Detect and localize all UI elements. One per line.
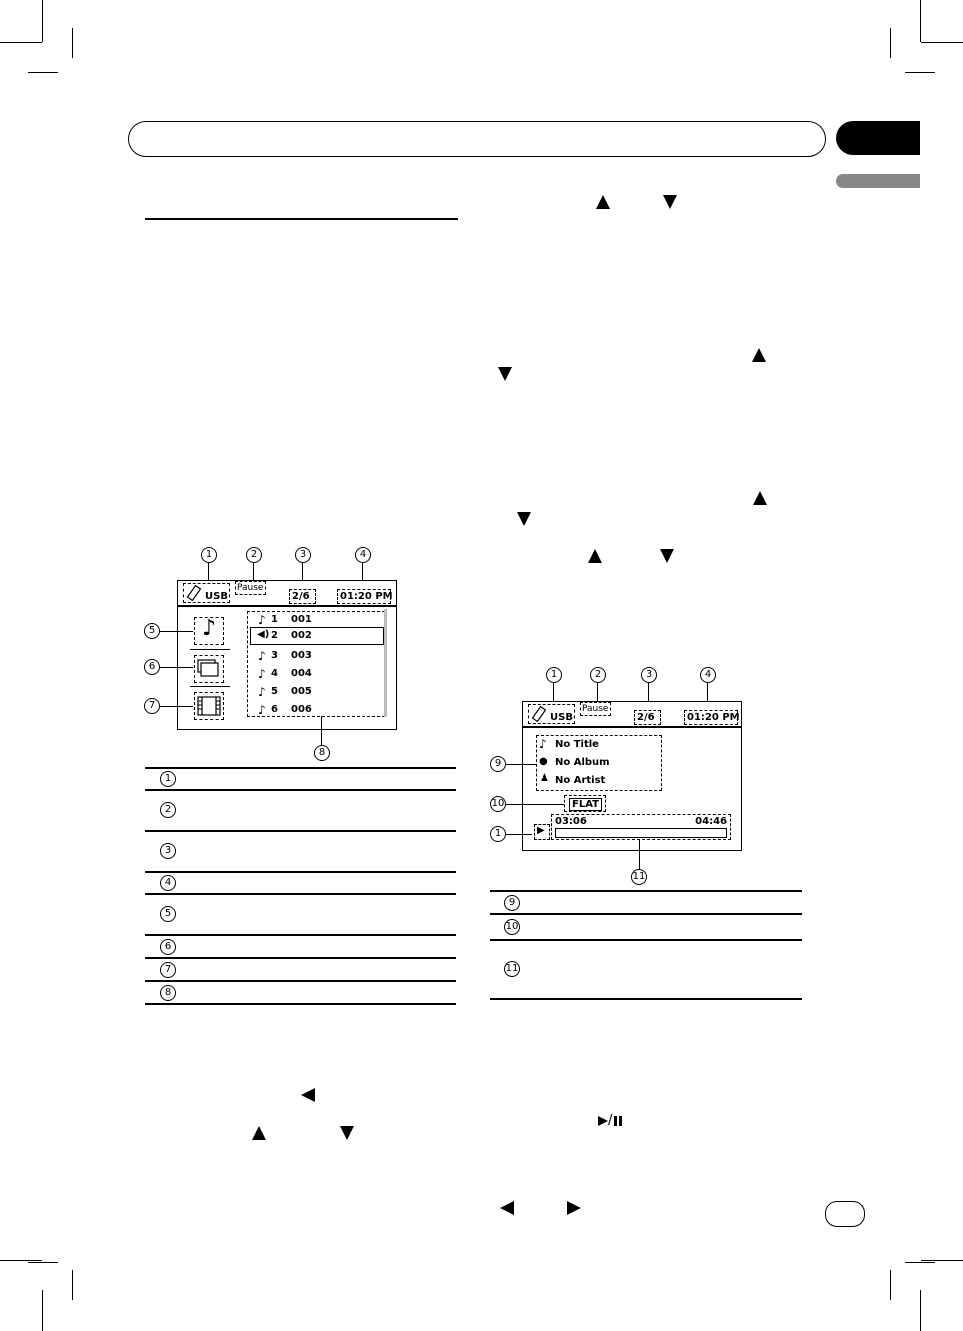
up-arrow-icon [753, 491, 767, 505]
play-icon: ▶ [537, 825, 545, 836]
down-arrow-icon [340, 1126, 354, 1140]
music-note-icon: ♪ [258, 685, 266, 699]
title-text: No Title [555, 739, 599, 750]
music-note-icon: ♪ [258, 703, 266, 717]
music-note-icon: ♪ [202, 616, 217, 641]
up-arrow-icon [252, 1126, 266, 1140]
callout-1: 1 [546, 667, 562, 683]
up-arrow-icon [596, 195, 610, 209]
up-arrow-icon [752, 348, 766, 362]
table-row: 9 [504, 895, 520, 911]
usb-label: USB [205, 591, 228, 602]
artist-text: No Artist [555, 775, 606, 786]
table-row: 3 [160, 843, 176, 859]
table-row: 6 [160, 939, 176, 955]
down-arrow-icon [663, 195, 677, 209]
page-number-badge [825, 1201, 865, 1227]
list-item[interactable]: ♪ 1 001 [258, 613, 312, 627]
usb-stick-icon [532, 706, 546, 722]
callout-2: 2 [590, 667, 606, 683]
list-item[interactable]: ♪ 3 003 [258, 649, 312, 663]
photo-mode-button[interactable] [194, 655, 224, 683]
usb-indicator: USB [528, 704, 575, 724]
callout-4: 4 [355, 547, 371, 563]
chapter-tab [836, 121, 920, 155]
pause-status: Pause [235, 581, 266, 595]
eq-indicator: FLAT [564, 795, 606, 812]
play-indicator [534, 824, 550, 840]
film-icon [196, 695, 222, 717]
music-note-icon: ♪ [258, 667, 266, 681]
table-row: 11 [504, 961, 520, 977]
music-note-icon: ♪ [258, 649, 266, 663]
speaker-icon: ◀) [257, 629, 270, 640]
table-row: 5 [160, 906, 176, 922]
down-arrow-icon [517, 512, 531, 526]
list-item-selected[interactable]: ◀) 2 002 [250, 627, 384, 645]
header-bar [128, 121, 826, 157]
total-time: 04:46 [695, 816, 727, 827]
down-arrow-icon [498, 367, 512, 381]
list-item[interactable]: ♪ 6 006 [258, 703, 312, 717]
callout-1-left: 1 [490, 826, 506, 842]
track-info [536, 735, 662, 791]
callout-6: 6 [144, 659, 160, 675]
table-row: 4 [160, 875, 176, 891]
screen2 [522, 701, 742, 851]
artist-icon: ♟ [540, 773, 549, 784]
progress-area [551, 814, 731, 840]
elapsed-time: 03:06 [555, 816, 587, 827]
clock: 01:20 PM [337, 589, 391, 604]
callout-3: 3 [295, 547, 311, 563]
callout-3: 3 [641, 667, 657, 683]
table-row: 10 [504, 919, 520, 935]
play-pause-icon: / [598, 1113, 622, 1128]
track-counter: 2/6 [289, 589, 316, 604]
music-note-icon: ♪ [539, 737, 547, 751]
usb-stick-icon [187, 585, 201, 601]
callout-4: 4 [700, 667, 716, 683]
callout-1: 1 [201, 547, 217, 563]
language-tab [836, 174, 920, 188]
table-row: 2 [160, 802, 176, 818]
usb-indicator [183, 583, 230, 603]
folder-icon [197, 659, 221, 679]
down-arrow-icon [660, 549, 674, 563]
video-mode-button[interactable] [194, 692, 224, 720]
left-arrow-icon [500, 1201, 514, 1215]
album-text: No Album [555, 757, 610, 768]
callout-2: 2 [246, 547, 262, 563]
track-counter: 2/6 [634, 710, 661, 725]
pause-status: Pause [580, 702, 611, 716]
right-arrow-icon [567, 1201, 581, 1215]
music-note-icon: ♪ [258, 613, 266, 627]
list-item[interactable]: ♪ 4 004 [258, 667, 312, 681]
callout-9: 9 [490, 756, 506, 772]
table-row: 1 [160, 771, 176, 787]
screen1 [177, 580, 397, 730]
table-row: 7 [160, 962, 176, 978]
music-mode-button[interactable] [194, 617, 224, 645]
section-rule [145, 218, 458, 220]
clock: 01:20 PM [684, 710, 738, 725]
callout-11: 11 [631, 869, 647, 885]
callout-7: 7 [144, 698, 160, 714]
up-arrow-icon [588, 549, 602, 563]
table-row: 8 [160, 985, 176, 1001]
album-icon: ● [539, 756, 548, 767]
scrollbar[interactable] [384, 609, 387, 717]
callout-5: 5 [144, 623, 160, 639]
callout-8: 8 [314, 745, 330, 761]
list-item[interactable]: ♪ 5 005 [258, 685, 312, 699]
left-arrow-icon [301, 1088, 315, 1102]
progress-bar[interactable] [555, 828, 727, 838]
callout-10: 10 [490, 796, 506, 812]
